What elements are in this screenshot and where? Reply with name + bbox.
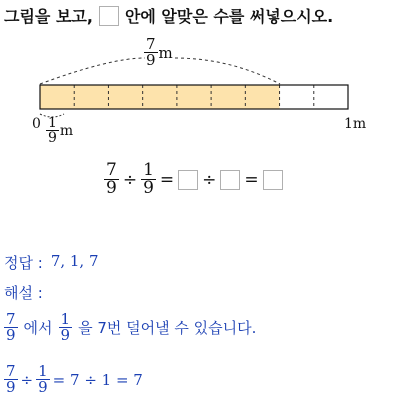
question-text <box>4 4 333 27</box>
question-before: 그림을 보고, <box>4 7 93 26</box>
explanation-label: 해설 : <box>4 284 43 302</box>
answer-line <box>4 252 99 273</box>
input-box-3[interactable] <box>263 170 283 190</box>
end-label: 1m <box>344 116 367 132</box>
span-arc <box>40 58 145 84</box>
equation: $\frac{7}{9}$ ÷ $\frac{1}{9}$ = ÷ = <box>104 162 283 197</box>
question-after: 안에 알맞은 수를 써넣으시오. <box>124 7 334 26</box>
unit-fraction-label: $\frac{1}{9}$ m <box>48 115 74 146</box>
input-box-1[interactable] <box>178 170 198 190</box>
explanation-line-1: $\frac{7}{9}$ 에서 $\frac{1}{9}$ 을 7번 덜어낼 수 있습니다. <box>6 310 257 344</box>
eq-frac-a: $\frac{7}{9}$ <box>106 160 117 198</box>
start-label: 0 <box>32 116 41 132</box>
answer-box-icon <box>99 6 119 26</box>
span-arc-right <box>175 58 280 84</box>
total-fraction-label: $\frac{7}{9}$ m <box>146 35 173 69</box>
explanation-line-2: $\frac{7}{9}$ ÷ $\frac{1}{9}$ = 7 ÷ 1 = 7 <box>6 362 143 396</box>
answer-values: 7, 1, 7 <box>50 252 99 270</box>
shaded-region <box>40 85 280 109</box>
input-box-2[interactable] <box>220 170 240 190</box>
answer-label: 정답 : <box>4 254 43 272</box>
eq-frac-b: $\frac{1}{9}$ <box>143 160 154 198</box>
